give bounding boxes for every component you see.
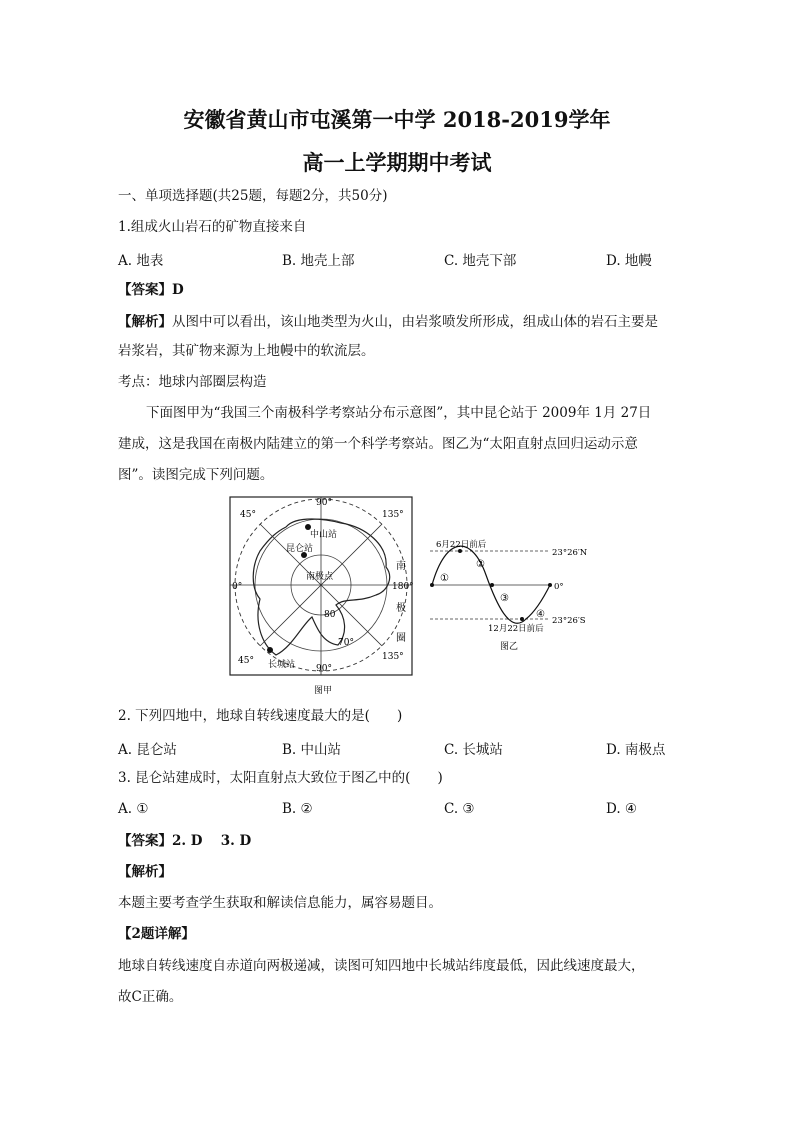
analysis-q2-q3-text: 本题主要考查学生获取和解读信息能力，属容易题目。 xyxy=(118,895,442,911)
document-title-line2: 高一上学期期中考试 xyxy=(302,150,492,175)
label-ji: 极 xyxy=(396,603,406,614)
caption-jia: 图甲 xyxy=(314,686,333,696)
label-nan: 南 xyxy=(396,561,406,572)
detail-q2-line2: 故C正确。 xyxy=(118,989,183,1005)
passage-line2: 建成，这是我国在南极内陆建立的第一个科学考察站。图乙为“太阳直射点回归运动示意 xyxy=(118,436,638,452)
figure-jia-antarctic-map xyxy=(226,495,426,705)
q1-analysis-line2: 岩浆岩，其矿物来源为上地幔中的软流层。 xyxy=(118,343,375,359)
q1-option-d: D. 地幔 xyxy=(606,253,652,269)
changcheng-dot xyxy=(267,647,273,653)
document-title-line1: 安徽省黄山市屯溪第一中学 2018-2019学年 xyxy=(183,107,611,132)
q1-stem: 1.组成火山岩石的矿物直接来自 xyxy=(118,219,307,235)
label-lat-n: 23°26′N xyxy=(552,548,588,558)
q2-stem: 2. 下列四地中，地球自转线速度最大的是( ) xyxy=(118,708,403,724)
label-lat-s: 23°26′S xyxy=(552,616,586,626)
q3-option-b: B. ② xyxy=(282,801,313,817)
label-zhongshan: 中山站 xyxy=(310,530,338,540)
label-180: 180° xyxy=(392,582,414,592)
q2-option-a: A. 昆仑站 xyxy=(118,742,177,758)
label-jun22: 6月22日前后 xyxy=(436,540,487,550)
detail-q2-line1: 地球自转线速度自赤道向两极递减，读图可知四地中长城站纬度最低，因此线速度最大， xyxy=(118,958,645,974)
label-135-br: 135° xyxy=(382,652,404,662)
caption-yi: 图乙 xyxy=(500,642,519,652)
q1-option-c: C. 地壳下部 xyxy=(444,253,517,269)
marker-4: ④ xyxy=(536,609,545,620)
q1-kaodian: 考点：地球内部圈层构造 xyxy=(118,374,267,390)
analysis-text: 从图中可以看出，该山地类型为火山，由岩浆喷发所形成，组成山体的岩石主要是 xyxy=(172,314,658,330)
label-changcheng: 长城站 xyxy=(268,660,296,670)
section-heading: 一、单项选择题(共25题，每题2分，共50分) xyxy=(118,188,388,204)
q1-option-b: B. 地壳上部 xyxy=(282,253,355,269)
label-dec22: 12月22日前后 xyxy=(488,624,544,634)
analysis-q2-q3-label: 【解析】 xyxy=(118,864,172,880)
q1-answer: 【答案】D xyxy=(118,282,184,298)
q2-option-b: B. 中山站 xyxy=(282,742,342,758)
answers-q2-q3: 【答案】2. D 3. D xyxy=(118,833,252,849)
q3-stem: 3. 昆仑站建成时，太阳直射点大致位于图乙中的( ) xyxy=(118,770,443,786)
q2-option-d: D. 南极点 xyxy=(606,742,666,758)
marker-1: ① xyxy=(440,573,449,584)
label-0: 0° xyxy=(232,582,243,592)
label-70: 70° xyxy=(338,638,354,648)
label-135-tr: 135° xyxy=(382,510,404,520)
q3-option-d: D. ④ xyxy=(606,801,638,817)
q1-option-a: A. 地表 xyxy=(118,253,164,269)
label-90-top: 90° xyxy=(316,498,332,508)
q1-analysis-line1 xyxy=(118,313,658,331)
label-80: 80 xyxy=(324,610,336,620)
label-90-bottom: 90° xyxy=(316,664,332,674)
label-45-bl: 45° xyxy=(238,656,254,666)
figure-yi-subsolar-point xyxy=(426,535,606,655)
q3-option-a: A. ① xyxy=(118,801,149,817)
label-nanjidian: 南极点 xyxy=(306,572,334,582)
label-45-tl: 45° xyxy=(240,510,256,520)
label-kunlun: 昆仑站 xyxy=(286,544,314,554)
detail-q2-label: 【2题详解】 xyxy=(118,926,195,942)
analysis-label: 【解析】 xyxy=(118,314,172,330)
q3-option-c: C. ③ xyxy=(444,801,475,817)
passage-line1: 下面图甲为“我国三个南极科学考察站分布示意图”，其中昆仑站于 2009年 1月 27日 xyxy=(146,405,652,421)
marker-3: ③ xyxy=(500,593,509,604)
label-quan: 圈 xyxy=(396,633,406,644)
label-lat-0: 0° xyxy=(554,582,564,592)
marker-2: ② xyxy=(476,559,485,570)
q2-option-c: C. 长城站 xyxy=(444,742,503,758)
passage-line3: 图”。读图完成下列问题。 xyxy=(118,467,274,483)
